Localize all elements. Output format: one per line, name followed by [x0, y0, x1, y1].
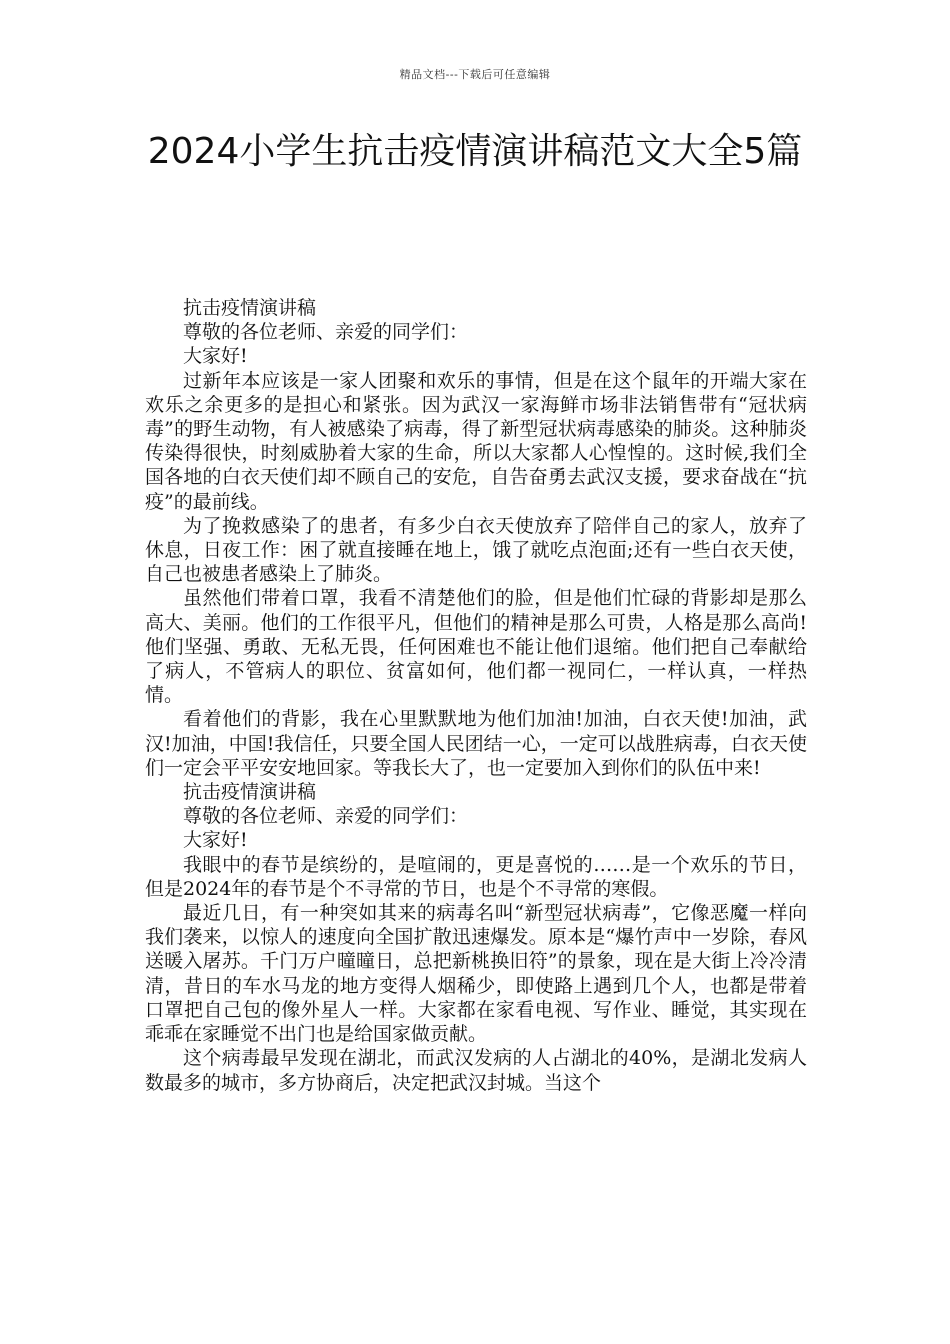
paragraph: 最近几日，有一种突如其来的病毒名叫“新型冠状病毒”，它像恶魔一样向我们袭来，以惊人的速度向全国扩散迅速爆发。原本是“爆竹声中一岁除，春风送暖入屠苏。千门万户曈曈日，总把新桃换旧符”的景象，现在是大街上冷冷清清，昔日的车水马龙的地方变得人烟稀少，即使路上遇到几个人，也都是带着口罩把自己包的像外星人一样。大家都在家看电视、写作业、睡觉，其实现在乖乖在家睡觉不出门也是给国家做贡献。 [145, 902, 807, 1046]
paragraph: 看着他们的背影，我在心里默默地为他们加油!加油，白衣天使!加油，武汉!加油，中国!我信任，只要全国人民团结一心，一定可以战胜病毒，白衣天使们一定会平平安安地回家。等我长大了，也一定要加入到你们的队伍中来! [145, 708, 807, 779]
document-title: 2024小学生抗击疫情演讲稿范文大全5篇 [147, 131, 803, 172]
paragraph: 尊敬的各位老师、亲爱的同学们： [183, 805, 469, 828]
paragraph: 我眼中的春节是缤纷的，是喧闹的，更是喜悦的……是一个欢乐的节日，但是2024年的春节是个不寻常的节日，也是个不寻常的寒假。 [145, 853, 807, 900]
header-note: 精品文档---下载后可任意编辑 [399, 68, 551, 81]
paragraph: 为了挽救感染了的患者，有多少白衣天使放弃了陪伴自己的家人，放弃了休息，日夜工作：困了就直接睡在地上，饿了就吃点泡面;还有一些白衣天使，自己也被患者感染上了肺炎。 [145, 514, 807, 586]
paragraph: 大家好! [183, 829, 248, 852]
paragraph: 抗击疫情演讲稿 [183, 781, 317, 804]
paragraph: 过新年本应该是一家人团聚和欢乐的事情，但是在这个鼠年的开端大家在欢乐之余更多的是担心和紧张。因为武汉一家海鲜市场非法销售带有“冠状病毒”的野生动物，有人被感染了病毒，得了新型冠状病毒感染的肺炎。这种肺炎传染得很快，时刻威胁着大家的生命，所以大家都人心惶惶的。这时候,我们全国各地的白衣天使们却不顾自己的安危，自告奋勇去武汉支援，要求奋战在“抗疫”的最前线。 [145, 369, 807, 513]
paragraph: 这个病毒最早发现在湖北，而武汉发病的人占湖北的40%，是湖北发病人数最多的城市，多方协商后，决定把武汉封城。当这个 [145, 1047, 807, 1094]
paragraph: 大家好! [183, 345, 248, 368]
paragraph: 虽然他们带着口罩，我看不清楚他们的脸，但是他们忙碌的背影却是那么高大、美丽。他们的工作很平凡，但他们的精神是那么可贵，人格是那么高尚!他们坚强、勇敢、无私无畏，任何困难也不能让他们退缩。他们把自己奉献给了病人，不管病人的职位、贫富如何，他们都一视同仁，一样认真，一样热情。 [145, 587, 807, 707]
document-body [145, 296, 807, 1095]
paragraph: 尊敬的各位老师、亲爱的同学们： [183, 321, 469, 344]
paragraph: 抗击疫情演讲稿 [183, 297, 317, 319]
